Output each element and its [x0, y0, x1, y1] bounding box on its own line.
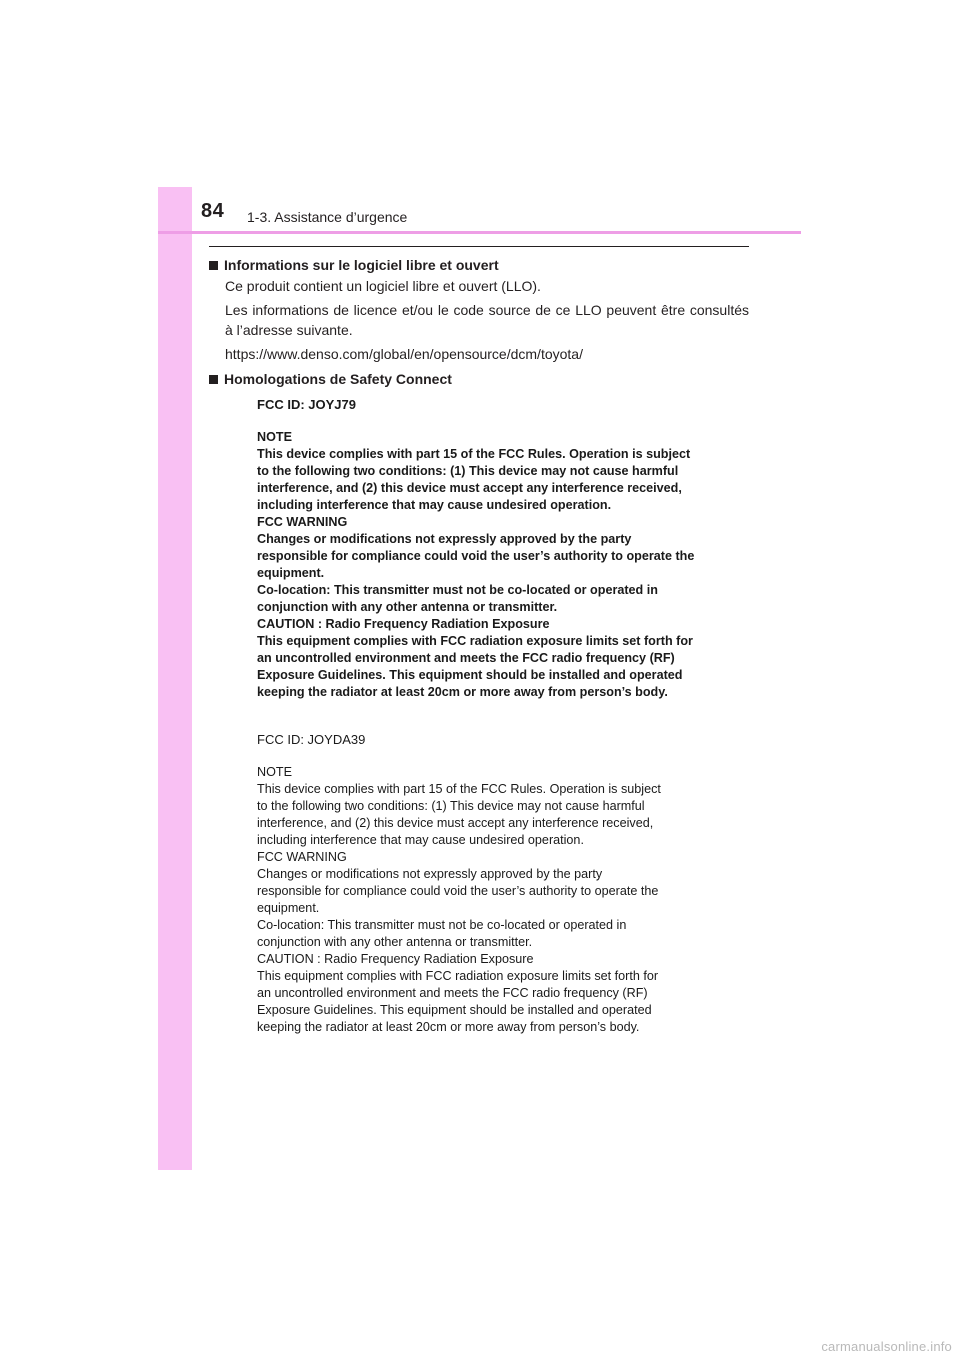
fcc-line: responsible for compliance could void the user’s authority to operate the — [257, 549, 695, 563]
fcc-line: This device complies with part 15 of the FCC Rules. Operation is subject — [257, 447, 691, 461]
heading-open-source — [209, 255, 749, 275]
fcc-line: Co-location: This transmitter must not be co-located or operated in — [257, 918, 627, 932]
fcc-line: This device complies with part 15 of the FCC Rules. Operation is subject — [257, 782, 661, 796]
fcc-line: Exposure Guidelines. This equipment should be installed and operated — [257, 668, 683, 682]
fcc-notice-joyj79 — [257, 396, 727, 701]
bullet-square-icon — [209, 375, 218, 384]
paragraph-llo-url: https://www.denso.com/global/en/opensource/dcm/toyota/ — [225, 346, 583, 362]
page-number: 84 — [201, 200, 225, 222]
fcc-line: CAUTION : Radio Frequency Radiation Exposure — [257, 617, 550, 631]
header-line — [158, 231, 801, 234]
fcc-line: responsible for compliance could void the user’s authority to operate the — [257, 884, 659, 898]
fcc-line: keeping the radiator at least 20cm or more away from person’s body. — [257, 685, 668, 699]
fcc-line: to the following two conditions: (1) This device may not cause harmful — [257, 799, 645, 813]
paragraph-llo-license: Les informations de licence et/ou le code source de ce LLO peuvent être consultés à l’adresse suivante. — [225, 302, 749, 338]
fcc-line: equipment. — [257, 901, 320, 915]
bullet-square-icon — [209, 261, 218, 270]
main-content — [209, 255, 749, 389]
fcc-notice-lines — [257, 764, 727, 1036]
fcc-line: interference, and (2) this device must accept any interference received, — [257, 481, 682, 495]
fcc-line: FCC WARNING — [257, 515, 348, 529]
fcc-line: Changes or modifications not expressly approved by the party — [257, 532, 632, 546]
paragraph-llo-intro: Ce produit contient un logiciel libre et ouvert (LLO). — [225, 278, 541, 294]
fcc-notice-joyda39 — [257, 731, 727, 1036]
fcc-line: including interference that may cause undesired operation. — [257, 498, 612, 512]
fcc-line: an uncontrolled environment and meets the FCC radio frequency (RF) — [257, 986, 648, 1000]
fcc-line: to the following two conditions: (1) This device may not cause harmful — [257, 464, 679, 478]
fcc-line: NOTE — [257, 430, 292, 444]
heading-open-source-text: Informations sur le logiciel libre et ouvert — [224, 257, 499, 273]
fcc-line: This equipment complies with FCC radiation exposure limits set forth for — [257, 634, 693, 648]
fcc-line: Co-location: This transmitter must not be co-located or operated in — [257, 583, 658, 597]
fcc-line: CAUTION : Radio Frequency Radiation Exposure — [257, 952, 534, 966]
fcc-line: including interference that may cause undesired operation. — [257, 833, 584, 847]
fcc-line: This equipment complies with FCC radiation exposure limits set forth for — [257, 969, 659, 983]
fcc-line: an uncontrolled environment and meets the FCC radio frequency (RF) — [257, 651, 675, 665]
fcc-line: Changes or modifications not expressly approved by the party — [257, 867, 603, 881]
section-title: 1-3. Assistance d’urgence — [247, 209, 408, 225]
fcc-line: keeping the radiator at least 20cm or more away from person’s body. — [257, 1020, 640, 1034]
fcc-id-label: FCC ID: JOYJ79 — [257, 397, 356, 412]
fcc-notice-lines — [257, 429, 727, 701]
fcc-id-label: FCC ID: JOYDA39 — [257, 732, 366, 747]
fcc-line: FCC WARNING — [257, 850, 347, 864]
heading-homologations-text: Homologations de Safety Connect — [224, 371, 452, 387]
watermark: carmanualsonline.info — [821, 1339, 952, 1354]
fcc-line: conjunction with any other antenna or transmitter. — [257, 935, 533, 949]
fcc-line: equipment. — [257, 566, 325, 580]
fcc-line: conjunction with any other antenna or transmitter. — [257, 600, 558, 614]
fcc-line: NOTE — [257, 765, 292, 779]
content-rule — [209, 246, 749, 247]
fcc-line: Exposure Guidelines. This equipment should be installed and operated — [257, 1003, 652, 1017]
fcc-line: interference, and (2) this device must accept any interference received, — [257, 816, 654, 830]
side-tab-band — [158, 187, 192, 1170]
heading-homologations — [209, 369, 749, 389]
